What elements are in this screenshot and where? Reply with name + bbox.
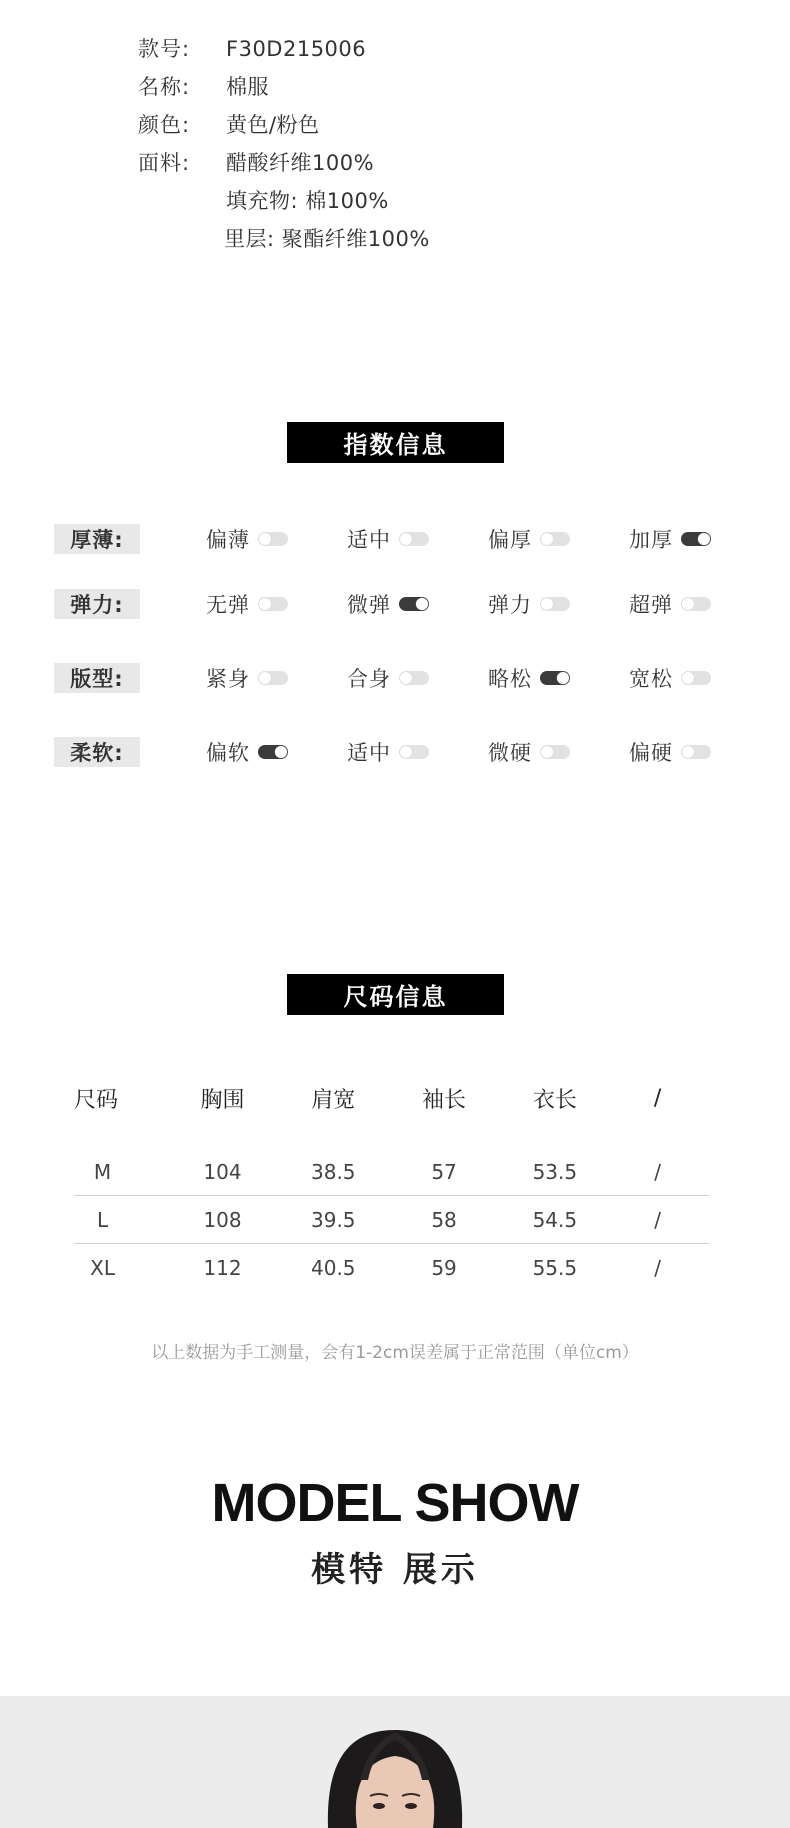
toggle-on-icon — [540, 671, 570, 685]
size-cell: L — [96, 1207, 109, 1232]
index-option-label: 偏薄 — [206, 528, 250, 552]
size-info-title: 尺码信息 — [287, 974, 504, 1015]
toggle-off-icon — [399, 532, 429, 546]
toggle-off-icon — [540, 597, 570, 611]
size-cell: M — [93, 1159, 112, 1184]
index-option-label: 偏软 — [206, 741, 250, 765]
size-cell: XL — [90, 1256, 115, 1280]
index-option — [347, 589, 429, 619]
index-option-label: 无弹 — [206, 593, 250, 617]
index-option-label: 略松 — [488, 667, 532, 691]
product-row-name — [138, 68, 430, 106]
toggle-off-icon — [681, 671, 711, 685]
table-row — [74, 1148, 709, 1196]
toggle-off-icon — [681, 745, 711, 759]
index-option-label: 微硬 — [488, 741, 532, 765]
index-option — [347, 663, 429, 693]
size-cell: 104 — [203, 1159, 242, 1184]
toggle-off-icon — [540, 532, 570, 546]
index-option-label: 紧身 — [206, 667, 250, 691]
size-cell: 40.5 — [311, 1256, 356, 1280]
index-row-label: 厚薄: — [54, 524, 140, 554]
model-show-subtitle: 模特 展示 — [311, 1550, 479, 1590]
index-option — [488, 663, 570, 693]
product-row-style — [138, 30, 430, 68]
size-cell: 54.5 — [532, 1207, 578, 1232]
size-cell: 108 — [203, 1207, 242, 1232]
size-cell: / — [654, 1256, 661, 1280]
index-option-label: 加厚 — [629, 528, 673, 552]
index-option — [347, 737, 429, 767]
index-row-label: 版型: — [54, 663, 140, 693]
index-option — [629, 663, 711, 693]
info-label: 颜色: — [138, 113, 191, 137]
product-info — [138, 30, 430, 258]
size-cell: / — [654, 1207, 661, 1232]
toggle-off-icon — [540, 745, 570, 759]
info-label: 面料: — [138, 151, 191, 175]
index-option — [206, 663, 288, 693]
size-cell: 57 — [431, 1159, 457, 1184]
info-value: F30D215006 — [226, 37, 367, 61]
index-option — [347, 524, 429, 554]
index-info-title: 指数信息 — [287, 422, 504, 463]
toggle-off-icon — [258, 532, 288, 546]
header-cell: 衣长 — [532, 1087, 577, 1113]
toggle-off-icon — [399, 745, 429, 759]
info-value: 里层: 聚酯纤维100% — [224, 227, 430, 251]
toggle-off-icon — [258, 671, 288, 685]
size-table-header — [74, 1078, 709, 1118]
info-value: 黄色/粉色 — [226, 113, 320, 137]
index-option — [629, 589, 711, 619]
info-label: 名称: — [138, 75, 191, 99]
index-option — [629, 737, 711, 767]
toggle-on-icon — [258, 745, 288, 759]
size-cell: 112 — [203, 1256, 242, 1280]
index-option — [488, 589, 570, 619]
index-option — [488, 737, 570, 767]
size-cell: 39.5 — [311, 1207, 356, 1232]
index-row — [0, 737, 790, 767]
size-note: 以上数据为手工测量，会有1-2cm误差属于正常范围（单位cm） — [151, 1343, 639, 1363]
index-option-label: 弹力 — [488, 593, 532, 617]
size-cell: 55.5 — [532, 1256, 578, 1280]
size-cell: 38.5 — [311, 1159, 356, 1184]
size-cell: 58 — [431, 1207, 457, 1232]
index-option — [206, 737, 288, 767]
model-photo-illustration — [0, 1696, 790, 1828]
header-cell: 肩宽 — [311, 1087, 356, 1113]
index-option — [629, 524, 711, 554]
header-cell: / — [653, 1085, 662, 1111]
table-row — [74, 1196, 709, 1244]
index-row — [0, 663, 790, 693]
toggle-off-icon — [258, 597, 288, 611]
size-cell: 53.5 — [532, 1159, 578, 1184]
product-row-fabric — [138, 144, 430, 258]
header-cell: 尺码 — [74, 1087, 119, 1113]
size-table — [74, 1078, 709, 1292]
index-option-label: 宽松 — [629, 667, 673, 691]
toggle-on-icon — [681, 532, 711, 546]
index-row-label: 弹力: — [54, 589, 140, 619]
index-option — [488, 524, 570, 554]
index-option — [206, 589, 288, 619]
index-option-label: 偏硬 — [629, 741, 673, 765]
index-row — [0, 589, 790, 619]
header-cell: 袖长 — [422, 1087, 467, 1113]
index-option-label: 微弹 — [347, 593, 391, 617]
toggle-on-icon — [399, 597, 429, 611]
info-label: 款号: — [138, 37, 191, 61]
info-value: 填充物: 棉100% — [226, 189, 389, 213]
size-cell: 59 — [431, 1256, 457, 1280]
index-option — [206, 524, 288, 554]
index-option-label: 超弹 — [629, 593, 673, 617]
index-option-label: 适中 — [347, 528, 391, 552]
index-row-label: 柔软: — [54, 737, 140, 767]
toggle-off-icon — [399, 671, 429, 685]
index-option-label: 偏厚 — [488, 528, 532, 552]
size-cell: / — [654, 1159, 661, 1184]
toggle-off-icon — [681, 597, 711, 611]
index-option-label: 适中 — [347, 741, 391, 765]
index-row — [0, 524, 790, 554]
model-show-title: MODEL SHOW — [211, 1473, 579, 1533]
product-row-color — [138, 106, 430, 144]
index-option-label: 合身 — [347, 667, 391, 691]
model-photo — [0, 1696, 790, 1828]
header-cell: 胸围 — [200, 1087, 245, 1113]
info-value: 棉服 — [226, 75, 269, 99]
info-value: 醋酸纤维100% — [226, 151, 375, 175]
table-row — [74, 1244, 709, 1292]
